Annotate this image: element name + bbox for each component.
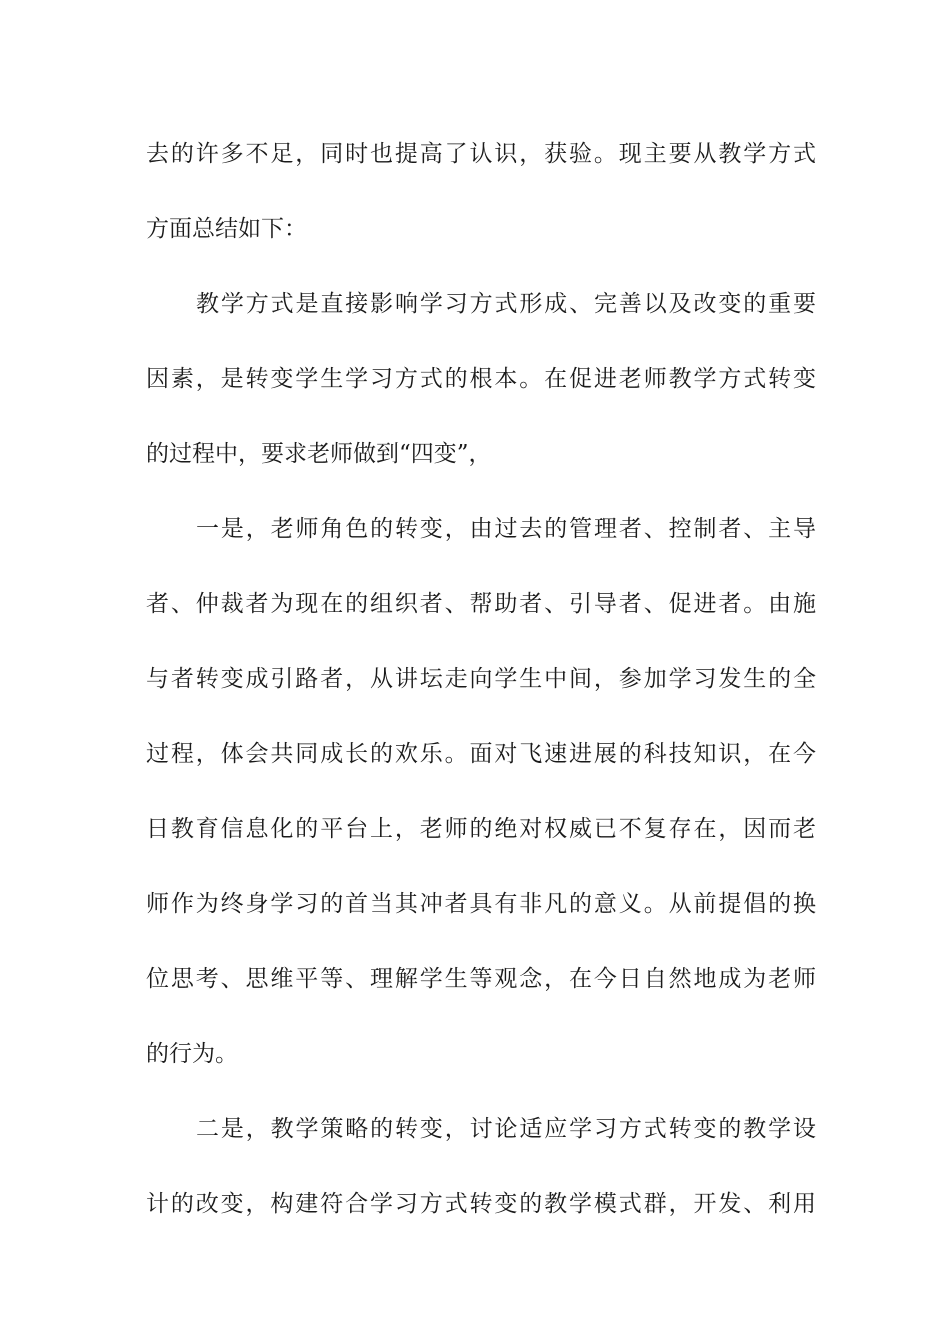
text-line: 的行为。 — [146, 1041, 238, 1067]
text-line: 因素，是转变学生学习方式的根本。在促进老师教学方式转变 — [146, 366, 816, 392]
text-line: 方面总结如下： — [146, 216, 307, 242]
text-line: 教学方式是直接影响学习方式形成、完善以及改变的重要 — [196, 291, 816, 317]
text-line: 位思考、思维平等、理解学生等观念，在今日自然地成为老师 — [146, 966, 816, 992]
text-line: 一是，老师角色的转变，由过去的管理者、控制者、主导 — [196, 516, 816, 542]
text-line: 的过程中，要求老师做到“四变”， — [146, 441, 492, 467]
text-line: 二是，教学策略的转变，讨论适应学习方式转变的教学设 — [196, 1116, 816, 1142]
text-line: 日教育信息化的平台上，老师的绝对权威已不复存在，因而老 — [146, 816, 816, 842]
text-line: 去的许多不足，同时也提高了认识，获验。现主要从教学方式 — [146, 141, 816, 167]
text-line: 者、仲裁者为现在的组织者、帮助者、引导者、促进者。由施 — [146, 591, 816, 617]
text-line: 计的改变，构建符合学习方式转变的教学模式群，开发、利用 — [146, 1191, 816, 1217]
text-line: 师作为终身学习的首当其冲者具有非凡的意义。从前提倡的换 — [146, 891, 816, 917]
text-line: 与者转变成引路者，从讲坛走向学生中间，参加学习发生的全 — [146, 666, 816, 692]
text-line: 过程，体会共同成长的欢乐。面对飞速进展的科技知识，在今 — [146, 741, 816, 767]
